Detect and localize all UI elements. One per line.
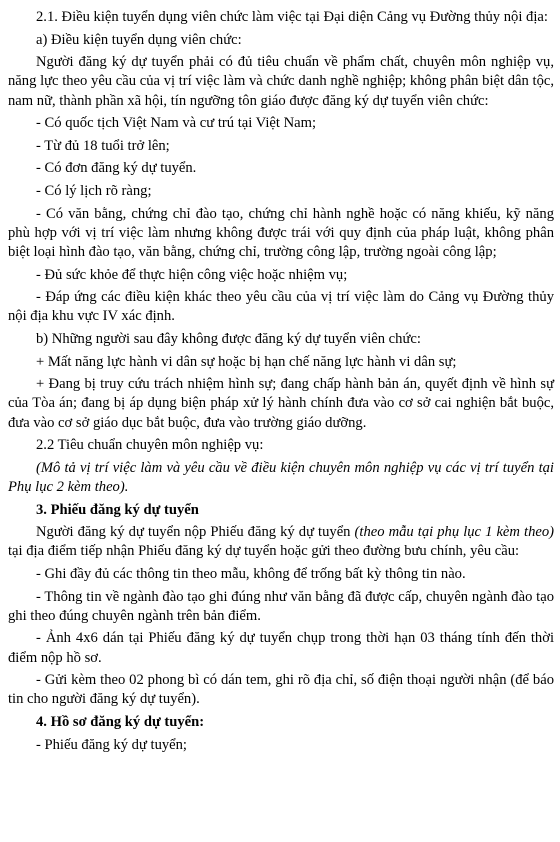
condition-background: - Có lý lịch rõ ràng; — [36, 182, 152, 199]
section-4-heading: 4. Hồ sơ đăng ký dự tuyển: — [36, 713, 205, 730]
condition-qualifications: - Có văn bằng, chứng chỉ đào tạo, chứng chỉ hành nghề hoặc có năng khiếu, kỹ năng phù hợp với vị trí việc làm nhưng không được trái với quy định của pháp luật, không phân biệt loại hình đào tạo, văn bằng, chứng chỉ, trường công lập, trường ngoài công lập; — [8, 205, 554, 260]
submission-text-end: tại địa điểm tiếp nhận Phiếu đăng ký dự tuyển hoặc gửi theo đường bưu chính, yêu cầu: — [8, 543, 520, 560]
requirement-complete-info: - Ghi đầy đủ các thông tin theo mẫu, không để trống bất kỳ thông tin nào. — [36, 565, 466, 582]
requirement-major-info: - Thông tin về ngành đào tạo ghi đúng như văn bằng đã được cấp, chuyên ngành đào tạo ghi theo đúng chuyên ngành trên bản điểm. — [8, 588, 554, 624]
appendix-2-note: (Mô tả vị trí việc làm và yêu cầu về điều kiện chuyên môn nghiệp vụ các vị trí tuyển tại Phụ lục 2 kèm theo). — [8, 459, 554, 495]
section-2-2-heading: 2.2 Tiêu chuẩn chuyên môn nghiệp vụ: — [36, 437, 264, 454]
submission-paragraph — [8, 523, 554, 561]
subsection-b-heading: b) Những người sau đây không được đăng ký dự tuyển viên chức: — [36, 330, 421, 347]
section-2-1-heading: 2.1. Điều kiện tuyển dụng viên chức làm việc tại Đại diện Cảng vụ Đường thủy nội địa: — [36, 9, 548, 25]
requirement-photo: - Ảnh 4x6 dán tại Phiếu đăng ký dự tuyển chụp trong thời hạn 03 tháng tính đến thời điểm nộp hồ sơ. — [8, 630, 554, 666]
dossier-item-form: - Phiếu đăng ký dự tuyển; — [36, 736, 187, 753]
section-3-heading: 3. Phiếu đăng ký dự tuyển — [36, 501, 199, 518]
eligibility-paragraph: Người đăng ký dự tuyển phải có đủ tiêu chuẩn về phẩm chất, chuyên môn nghiệp vụ, năng lực theo yêu cầu của vị trí việc làm và chức danh nghề nghiệp; không phân biệt dân tộc, nam nữ, thành phần xã hội, tín ngưỡng tôn giáo được đăng ký dự tuyển viên chức: — [8, 54, 554, 109]
appendix-1-reference: (theo mẫu tại phụ lục 1 kèm theo) — [354, 524, 554, 541]
subsection-a-heading: a) Điều kiện tuyển dụng viên chức: — [36, 31, 242, 48]
condition-other: - Đáp ứng các điều kiện khác theo yêu cầu của vị trí việc làm do Cảng vụ Đường thủy nội địa khu vực IV xác định. — [8, 289, 554, 325]
exclusion-civil-capacity: + Mất năng lực hành vi dân sự hoặc bị hạn chế năng lực hành vi dân sự; — [36, 353, 457, 370]
condition-health: - Đủ sức khỏe để thực hiện công việc hoặc nhiệm vụ; — [36, 266, 348, 283]
condition-application: - Có đơn đăng ký dự tuyển. — [36, 160, 197, 177]
requirement-envelopes: - Gửi kèm theo 02 phong bì có dán tem, ghi rõ địa chỉ, số điện thoại người nhận (để báo tin cho người đăng ký dự tuyển). — [8, 672, 554, 708]
condition-nationality: - Có quốc tịch Việt Nam và cư trú tại Việt Nam; — [36, 115, 316, 132]
condition-age: - Từ đủ 18 tuổi trở lên; — [36, 137, 170, 154]
submission-text-start: Người đăng ký dự tuyển nộp Phiếu đăng ký dự tuyển — [36, 524, 355, 541]
exclusion-criminal: + Đang bị truy cứu trách nhiệm hình sự; đang chấp hành bản án, quyết định về hình sự của Tòa án; đang bị áp dụng biện pháp xử lý hành chính đưa vào cơ sở cai nghiện bắt buộc, đưa vào cơ sở giáo dục bắt buộc, đưa vào trường giáo dưỡng. — [8, 376, 554, 431]
